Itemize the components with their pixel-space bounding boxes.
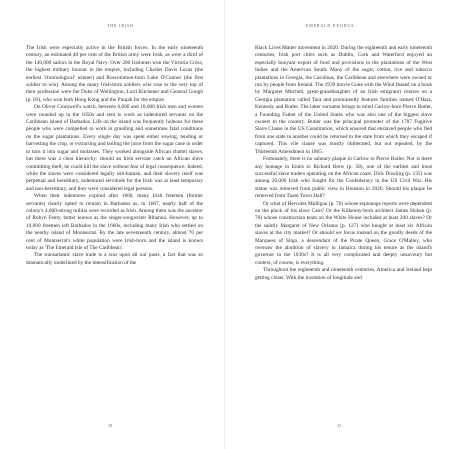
paragraph: Or what of Hercules Mulligan (p. 70) whose espionage reports were dependent on the pluck of his slave Cato? Or the Kilkenny-born architect James Hoban (p. 76) whose construction team on the White House included at least 200 slaves? Or the saintly Margaret of New Orleans (p. 127) who bought at least six African slaves at the city market? Or should we focus instead on the goodly deeds of the Marquess of Sligo, a descendant of the Pirate Queen, Grace O'Malley, who oversaw the abolition of slavery in Jamaica during his tenure as the island's governor in the 1830s? It is all very complicated and deeply unsavoury but context, of course, is everything. bbox=[255, 200, 432, 266]
running-head: EMERALD EXODUS bbox=[306, 24, 355, 28]
paragraph: The transatlantic slave trade is a scar upon all our pasts, a fact that was so dramatically underlined by the intensification of the bbox=[26, 252, 203, 266]
left-page bbox=[0, 0, 224, 449]
paragraph: Black Lives Matter movement in 2020. During the eighteenth and early nineteenth centuries, Irish port cities such as Dublin, Cork and Waterford enjoyed an especially buoyant export of food and provisions to the plantations of the West Indies and the American South. Many of the sugar, cotton, rice and tobacco plantations in Georgia, the Carolinas, the Caribbean and elsewhere were owned or run by people from Ireland. The 1939 movie Gone with the Wind (based on a book by Margaret Mitchell, great-granddaughter of an Irish emigrant) centres on a Georgia plantation called Tara and prominently features families named O'Hara, Kennedy and Butler. The latter surname brings to mind Carlow-born Pierce Butler, a Founding Father of the United States who was also one of the biggest slave owners in the country. Butler was the principal promoter of the 1787 Fugitive Slave Clause in the US Constitution, which ensured that enslaved people who fled from one state to another could be returned to the state from which they escaped if captured. This vile clause was mostly obliterated, but not repealed, by the Thirteenth Amendment in 1865. bbox=[255, 45, 432, 155]
page-number: 10 bbox=[108, 423, 113, 428]
right-page bbox=[225, 0, 449, 449]
paragraph: The Irish were especially active in the British forces. In the early nineteenth century, an estimated 40 per cent of the British army were Irish, as were a third of the 140,000 sailors in the Royal Navy. Over 200 Irishmen won the Victoria Cross, the highest military honour in the empire, including Charles Davis Lucas (the earliest 'chronological' winner) and Roscommon-born Luke O'Connor (the first soldier to win). Among the many Irish-born soldiers who rose to the very top of their profession were the Duke of Wellington, Lord Kitchener and General Gough (p. 83), who won both Hong Kong and the Punjab for the empire. bbox=[26, 45, 203, 103]
paragraph: On Oliver Cromwell's watch, between 6,000 and 10,000 Irish men and women were rounded up in the 1650s and sent to work as indentured servants on the Caribbean island of Barbados. Life on the island was frequently hideous for these people who were compelled to work in gruelling and sometimes fatal conditions on the sugar plantations. Every single day was spent either sowing, tending or harvesting the crop, or extracting and boiling the juice from the sugar cane in order to turn it into sugar and molasses. They worked alongside African chattel slaves, but there was a clear hierarchy: should an Irish servant catch an African slave committing theft, he could kill the slave without fear of legal consequence. Indeed, while the slaves were considered legally sub-human, and their slavery itself was perpetual and hereditary, indentured servitude for the Irish was at least temporary and non-hereditary, and they were considered legal persons. bbox=[26, 104, 203, 192]
running-head: THE IRISH bbox=[107, 24, 134, 28]
paragraph: When their indentures expired after 1660, many Irish freemen (former servants) clearly opted to remain in Barbados as, in 1667, nearly half of the colony's 4,000-strong militia were recorded as Irish. Among them was the ancestor of Robyn Fenty, better known as the singer-songwriter Rihanna. However, up to 10,000 freemen left Barbados in the 1660s, including many Irish who settled on the nearby island of Montserrat. By the late seventeenth century, almost 70 per cent of Montserrat's white population were Irish-born and the island is known today as 'The Emerald Isle of The Caribbean'. bbox=[26, 193, 203, 251]
paragraph: Fortunately, there is no salutary plaque in Carlow to Pierce Butler. Nor is there any homage in Ennis to Richard Brew (p. 58), one of the earliest and most successful slave traders operating on the African coast. Dick Dowling (p. 135) was among 20,000 Irish who fought for the Confederacy in the US Civil War. His statue was removed from public view in Houston in 2020. Should his plaque be removed from Tuam Town Hall? bbox=[255, 156, 432, 200]
page-number: 11 bbox=[337, 423, 342, 428]
body-text bbox=[255, 45, 432, 282]
body-text bbox=[26, 45, 203, 267]
paragraph: Throughout the eighteenth and nineteenth centuries, America and Ireland kept getting closer. With the invention of longitude and bbox=[255, 267, 432, 281]
